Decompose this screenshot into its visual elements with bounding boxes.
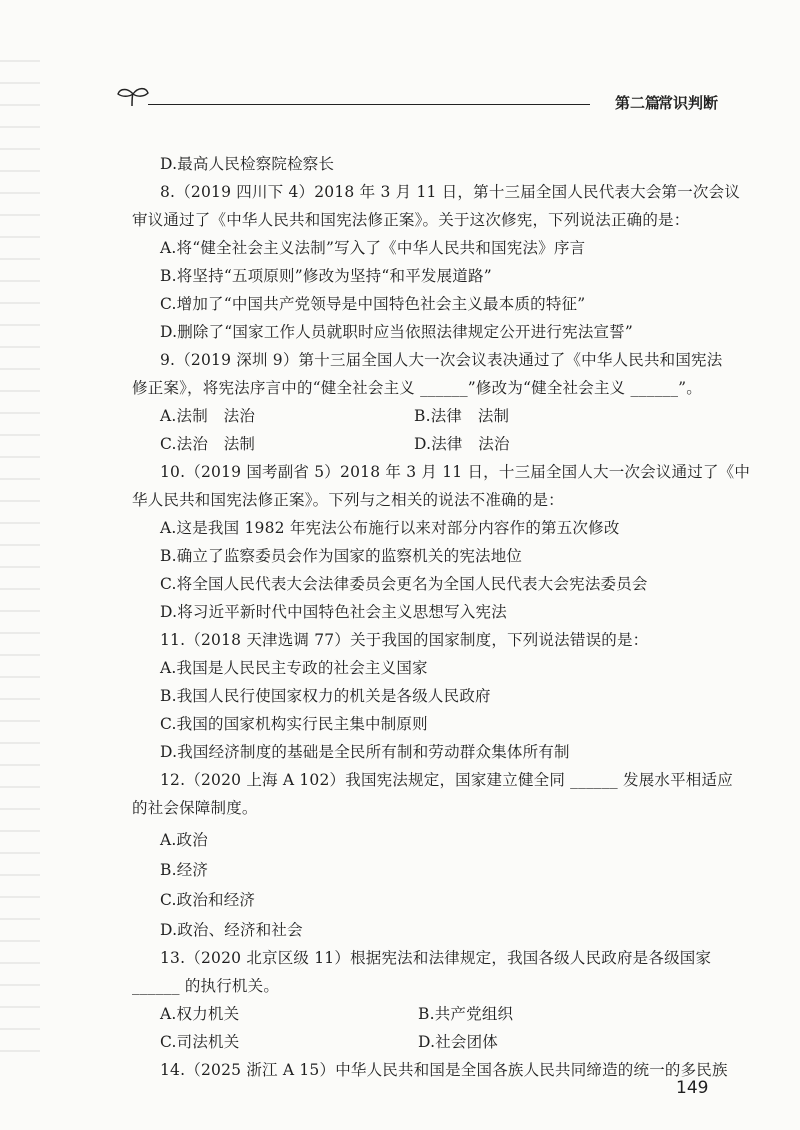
option-line: B.确立了监察委员会作为国家的监察机关的宪法地位: [160, 547, 523, 565]
text-line: 修正案》，将宪法序言中的“健全社会主义 ______”修改为“健全社会主义 ______”。: [132, 379, 703, 397]
option-line: B.将坚持“五项原则”修改为坚持“和平发展道路”: [160, 267, 492, 285]
option-line: B.经济: [160, 861, 209, 879]
option-line: D.社会团体: [418, 1033, 499, 1051]
question-9-line: 9.（2019 深圳 9）第十三届全国人大一次会议表决通过了《中华人民共和国宪法: [160, 351, 723, 369]
question-13-line: 13.（2020 北京区级 11）根据宪法和法律规定，我国各级人民政府是各级国家: [160, 949, 712, 967]
option-line: C.司法机关: [160, 1033, 240, 1051]
question-11-line: 11.（2018 天津选调 77）关于我国的国家制度，下列说法错误的是：: [160, 631, 649, 649]
question-12-line: 12.（2020 上海 A 102）我国宪法规定，国家建立健全同 ______ 发展水平相适应: [160, 771, 733, 789]
option-line: A.法制 法治: [160, 407, 256, 425]
option-line: C.法治 法制: [160, 435, 256, 453]
text-line: D.最高人民检察院检察长: [160, 155, 335, 173]
option-line: A.权力机关: [160, 1005, 240, 1023]
part-title: 第二篇: [614, 94, 660, 112]
option-line: B.法律 法制: [414, 407, 510, 425]
text-line: ______ 的执行机关。: [132, 977, 280, 995]
question-8-line: 8.（2019 四川下 4）2018 年 3 月 11 日，第十三届全国人民代表大会第一次会议: [160, 183, 741, 201]
section-title: 常识判断: [657, 94, 718, 112]
text-line: 的社会保障制度。: [132, 799, 258, 817]
option-line: D.将习近平新时代中国特色社会主义思想写入宪法: [160, 603, 507, 621]
option-line: D.政治、经济和社会: [160, 921, 303, 939]
option-line: C.增加了“中国共产党领导是中国特色社会主义最本质的特征”: [160, 295, 586, 313]
option-line: D.法律 法治: [414, 435, 510, 453]
option-line: A.政治: [160, 831, 208, 849]
text-line: 华人民共和国宪法修正案》。下列与之相关的说法不准确的是：: [132, 491, 564, 509]
question-10-line: 10.（2019 国考副省 5）2018 年 3 月 11 日，十三届全国人大一次会议通过了《中: [160, 463, 751, 481]
option-line: C.我国的国家机构实行民主集中制原则: [160, 715, 428, 733]
option-line: B.共产党组织: [418, 1005, 514, 1023]
option-line: A.这是我国 1982 年宪法公布施行以来对部分内容作的第五次修改: [160, 519, 620, 537]
option-line: D.我国经济制度的基础是全民所有制和劳动群众集体所有制: [160, 743, 570, 761]
option-line: A.将“健全社会主义法制”写入了《中华人民共和国宪法》序言: [160, 239, 586, 257]
option-line: C.将全国人民代表大会法律委员会更名为全国人民代表大会宪法委员会: [160, 575, 648, 593]
page-number: 149: [676, 1078, 709, 1098]
option-line: D.删除了“国家工作人员就职时应当依照法律规定公开进行宪法宣誓”: [160, 323, 634, 341]
text-line: 审议通过了《中华人民共和国宪法修正案》。关于这次修宪，下列说法正确的是：: [132, 211, 690, 229]
option-line: A.我国是人民民主专政的社会主义国家: [160, 659, 428, 677]
option-line: C.政治和经济: [160, 891, 256, 909]
question-14-line: 14.（2025 浙江 A 15）中华人民共和国是全国各族人民共同缔造的统一的多民族: [160, 1061, 728, 1079]
option-line: B.我国人民行使国家权力的机关是各级人民政府: [160, 687, 491, 705]
